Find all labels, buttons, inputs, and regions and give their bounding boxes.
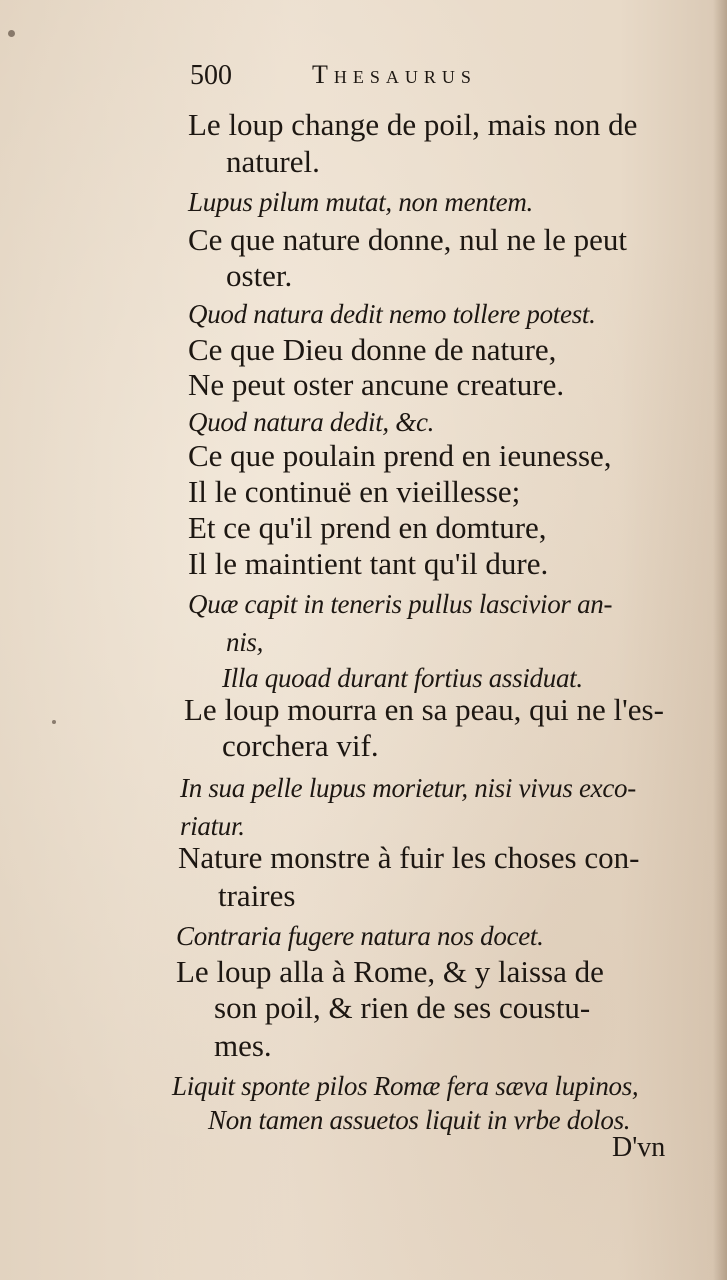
- text-line: Lupus pilum mutat, non mentem.: [188, 187, 533, 217]
- text-line: Ce que poulain prend en ieunesse,: [188, 438, 612, 473]
- text-line: riatur.: [180, 811, 245, 841]
- text-line: Contraria fugere natura nos docet.: [176, 921, 544, 951]
- text-line: Nature monstre à fuir les choses con-: [178, 840, 640, 875]
- paper-speck: [8, 30, 15, 37]
- catchword: D'vn: [612, 1132, 666, 1163]
- text-line: Ce que Dieu donne de nature,: [188, 332, 557, 367]
- text-line: Il le maintient tant qu'il dure.: [188, 546, 549, 581]
- text-line: Liquit sponte pilos Romæ fera sæva lupinos,: [172, 1071, 639, 1101]
- text-line: oster.: [226, 258, 293, 293]
- page-gutter-shadow: [713, 0, 727, 1280]
- text-line: mes.: [214, 1028, 272, 1063]
- text-line: Non tamen assuetos liquit in vrbe dolos.: [208, 1105, 631, 1135]
- page-number: 500: [190, 60, 232, 91]
- text-line: In sua pelle lupus morietur, nisi vivus exco-: [180, 773, 636, 803]
- text-line: Ne peut oster ancune creature.: [188, 367, 565, 402]
- text-line: nis,: [226, 627, 264, 657]
- text-line: Et ce qu'il prend en domture,: [188, 510, 547, 545]
- text-line: Le loup alla à Rome, & y laissa de: [176, 954, 604, 989]
- text-line: son poil, & rien de ses coustu-: [214, 990, 591, 1025]
- text-line: naturel.: [226, 144, 320, 179]
- paper-speck: [52, 720, 56, 724]
- text-line: Ce que nature donne, nul ne le peut: [188, 222, 628, 257]
- running-head: [190, 56, 630, 96]
- text-line: traires: [218, 878, 296, 913]
- text-line: corchera vif.: [222, 728, 379, 763]
- text-line: Le loup mourra en sa peau, qui ne l'es-: [184, 692, 664, 727]
- text-line: Quæ capit in teneris pullus lascivior an-: [188, 589, 613, 619]
- text-line: Quod natura dedit nemo tollere potest.: [188, 299, 596, 329]
- text-line: Quod natura dedit, &c.: [188, 407, 435, 437]
- text-line: Le loup change de poil, mais non de: [188, 107, 638, 142]
- text-line: Il le continuë en vieillesse;: [188, 474, 521, 509]
- running-title: Thesaurus: [312, 60, 477, 89]
- text-line: Illa quoad durant fortius assiduat.: [222, 663, 583, 693]
